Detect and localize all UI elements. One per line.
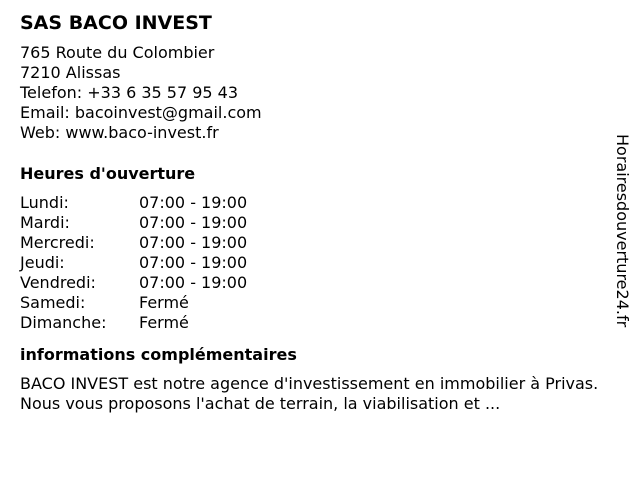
day-label: Dimanche: [20, 313, 107, 332]
site-watermark: Horairesdouverture24.fr [613, 134, 632, 328]
time-value: 07:00 - 19:00 [139, 213, 248, 232]
day-label: Mercredi: [20, 233, 95, 252]
hours-row-vendredi [20, 273, 247, 293]
day-label: Mardi: [20, 213, 70, 232]
time-value: 07:00 - 19:00 [139, 193, 248, 212]
email-address[interactable]: Email: bacoinvest@gmail.com [20, 103, 262, 122]
time-value: 07:00 - 19:00 [139, 273, 248, 292]
day-label: Samedi: [20, 293, 86, 312]
address-block [20, 43, 610, 143]
opening-hours-heading: Heures d'ouverture [20, 164, 196, 183]
additional-info-heading: informations complémentaires [20, 345, 297, 364]
street-address: 765 Route du Colombier [20, 43, 215, 62]
hours-row-mardi [20, 213, 247, 233]
time-value: 07:00 - 19:00 [139, 233, 248, 252]
hours-row-samedi [20, 293, 247, 313]
website-address[interactable]: Web: www.baco-invest.fr [20, 123, 219, 142]
time-value: Fermé [139, 313, 189, 332]
hours-row-mercredi [20, 233, 247, 253]
additional-info-text: BACO INVEST est notre agence d'investissement en immobilier à Privas. Nous vous proposons l'achat de terrain, la viabilisation et ... [20, 374, 599, 413]
hours-row-jeudi [20, 253, 247, 273]
hours-row-lundi [20, 193, 247, 213]
day-label: Lundi: [20, 193, 69, 212]
day-label: Vendredi: [20, 273, 96, 292]
time-value: Fermé [139, 293, 189, 312]
hours-row-dimanche [20, 313, 247, 333]
phone-number[interactable]: Telefon: +33 6 35 57 95 43 [20, 83, 239, 102]
day-label: Jeudi: [20, 253, 65, 272]
company-name: SAS BACO INVEST [20, 12, 212, 34]
opening-hours-table [20, 193, 247, 333]
city-address: 7210 Alissas [20, 63, 121, 82]
company-card [20, 11, 610, 414]
time-value: 07:00 - 19:00 [139, 253, 248, 272]
